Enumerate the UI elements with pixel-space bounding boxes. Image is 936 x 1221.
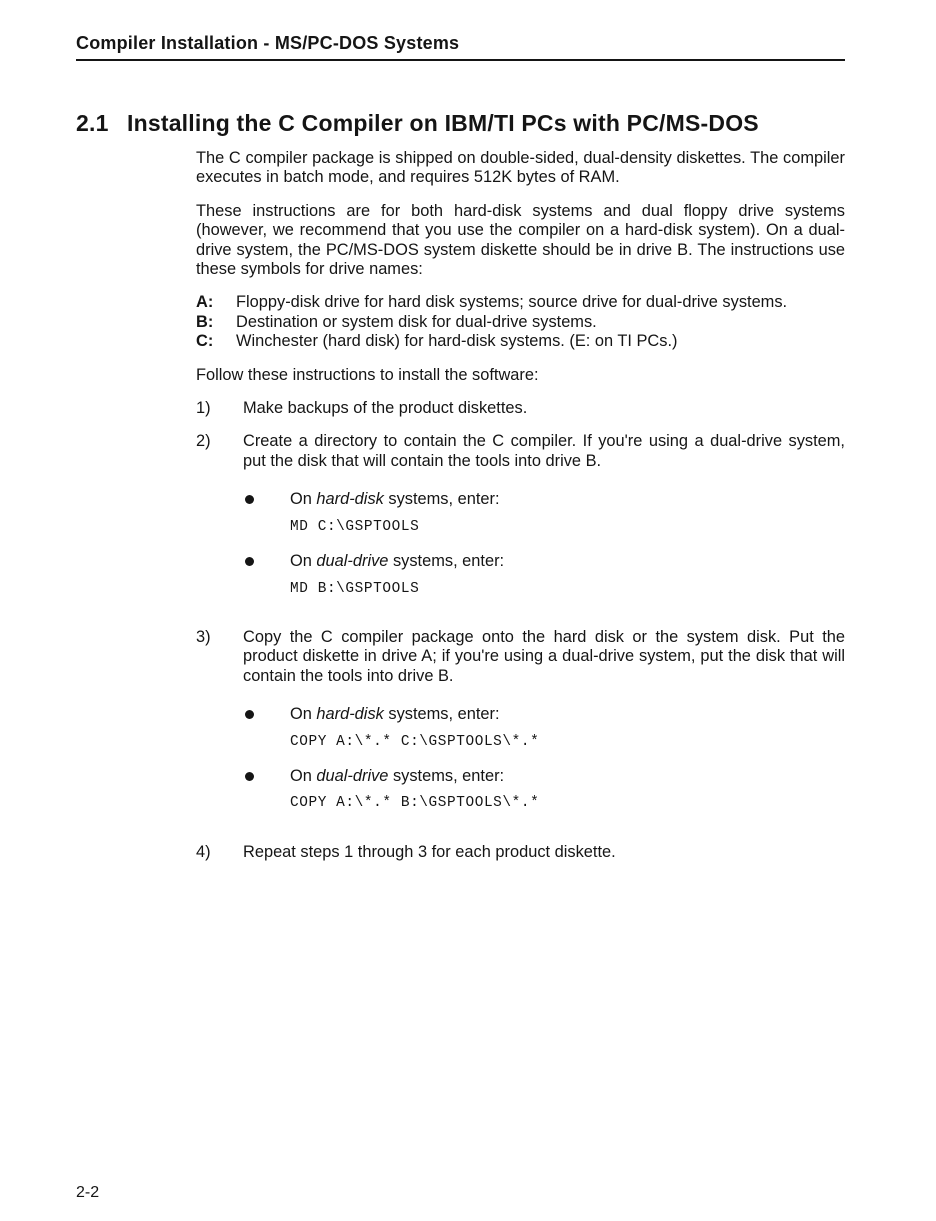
section-title: Installing the C Compiler on IBM/TI PCs with PC/MS-DOS — [127, 110, 759, 136]
bullet-hard-disk — [243, 490, 845, 537]
bullet-icon — [243, 490, 290, 537]
step-4 — [196, 843, 845, 862]
bullet-text — [290, 705, 845, 724]
body-text — [196, 149, 845, 876]
drive-symbol-term: A: — [196, 293, 214, 312]
intro-paragraph: The C compiler package is shipped on double-sided, dual-density diskettes. The compiler executes in batch mode, and requires 512K bytes of RAM. — [196, 149, 845, 187]
bullet-dot-icon — [245, 710, 254, 719]
installation-steps — [196, 399, 845, 862]
command-line: COPY A:\*.* C:\GSPTOOLS\*.* — [290, 733, 540, 750]
drive-symbol-b — [196, 313, 845, 332]
bullet-suffix: systems, enter: — [388, 552, 505, 571]
bullet-icon — [243, 705, 290, 752]
bullet-prefix: On — [290, 552, 317, 571]
step-body — [243, 843, 845, 862]
bullet-suffix: systems, enter: — [388, 766, 505, 785]
bullet-text — [290, 552, 845, 571]
bullet-body — [290, 705, 845, 752]
step-number: 4) — [196, 842, 211, 861]
bullet-text — [290, 490, 845, 509]
drive-symbol-term: C: — [196, 332, 214, 351]
bullet-hard-disk — [243, 705, 845, 752]
bullet-icon — [243, 767, 290, 814]
command-line: COPY A:\*.* B:\GSPTOOLS\*.* — [290, 795, 540, 812]
drive-symbol-list — [196, 293, 845, 351]
step-number: 1) — [196, 399, 211, 418]
step-text: Create a directory to contain the C compiler. If you're using a dual-drive system, put the disk that will contain the tools into drive B. — [243, 432, 845, 470]
bullet-dual-drive — [243, 552, 845, 599]
section-number: 2.1 — [76, 110, 109, 136]
step-number: 3) — [196, 627, 211, 646]
drive-symbol-term: B: — [196, 312, 214, 331]
command-line: MD C:\GSPTOOLS — [290, 518, 420, 535]
bullet-suffix: systems, enter: — [383, 705, 500, 724]
step-text: Make backups of the product diskettes. — [243, 399, 528, 418]
bullet-body — [290, 490, 845, 537]
step-body — [243, 432, 845, 613]
command-line: MD B:\GSPTOOLS — [290, 580, 420, 597]
bullet-prefix: On — [290, 705, 317, 724]
bullet-list — [243, 490, 845, 599]
bullet-body — [290, 552, 845, 599]
bullet-prefix: On — [290, 766, 317, 785]
page-number: 2-2 — [76, 1184, 100, 1201]
step-1 — [196, 399, 845, 418]
drive-symbol-description: Destination or system disk for dual-drive systems. — [236, 312, 597, 331]
bullet-list — [243, 705, 845, 814]
step-number: 2) — [196, 432, 211, 451]
bullet-dot-icon — [245, 772, 254, 781]
bullet-prefix: On — [290, 490, 317, 509]
drive-symbol-description: Winchester (hard disk) for hard-disk systems. (E: on TI PCs.) — [236, 332, 678, 351]
bullet-emphasis: dual-drive — [316, 552, 389, 571]
bullet-suffix: systems, enter: — [383, 490, 500, 509]
step-text: Repeat steps 1 through 3 for each product diskette. — [243, 842, 616, 861]
section-heading — [76, 110, 759, 137]
step-body — [243, 399, 845, 418]
bullet-body — [290, 767, 845, 814]
step-body — [243, 628, 845, 829]
bullet-dual-drive — [243, 767, 845, 814]
bullet-emphasis: hard-disk — [316, 490, 384, 509]
drive-symbol-description: Floppy-disk drive for hard disk systems; source drive for dual-drive systems. — [236, 293, 788, 312]
running-header-title: Compiler Installation - MS/PC-DOS Systems — [76, 33, 460, 53]
drive-symbol-c — [196, 332, 845, 351]
step-3 — [196, 628, 845, 829]
bullet-icon — [243, 552, 290, 599]
bullet-text — [290, 767, 845, 786]
instructions-intro: Follow these instructions to install the software: — [196, 365, 539, 384]
bullet-dot-icon — [245, 495, 254, 504]
step-text: Copy the C compiler package onto the hard disk or the system disk. Put the product diskette in drive A; if you're using a dual-drive system, put the disk that will contain the tools into drive B. — [243, 627, 845, 685]
bullet-emphasis: dual-drive — [316, 766, 389, 785]
header-rule — [76, 59, 845, 61]
bullet-dot-icon — [245, 557, 254, 566]
drive-symbol-a — [196, 293, 845, 312]
bullet-emphasis: hard-disk — [316, 705, 384, 724]
step-2 — [196, 432, 845, 613]
instructions-scope-paragraph: These instructions are for both hard-disk systems and dual floppy drive systems (however, we recommend that you use the compiler on a hard-disk system). On a dual-drive system, the PC/MS-DOS system diskette should be in drive B. The instructions use these symbols for drive names: — [196, 201, 845, 279]
